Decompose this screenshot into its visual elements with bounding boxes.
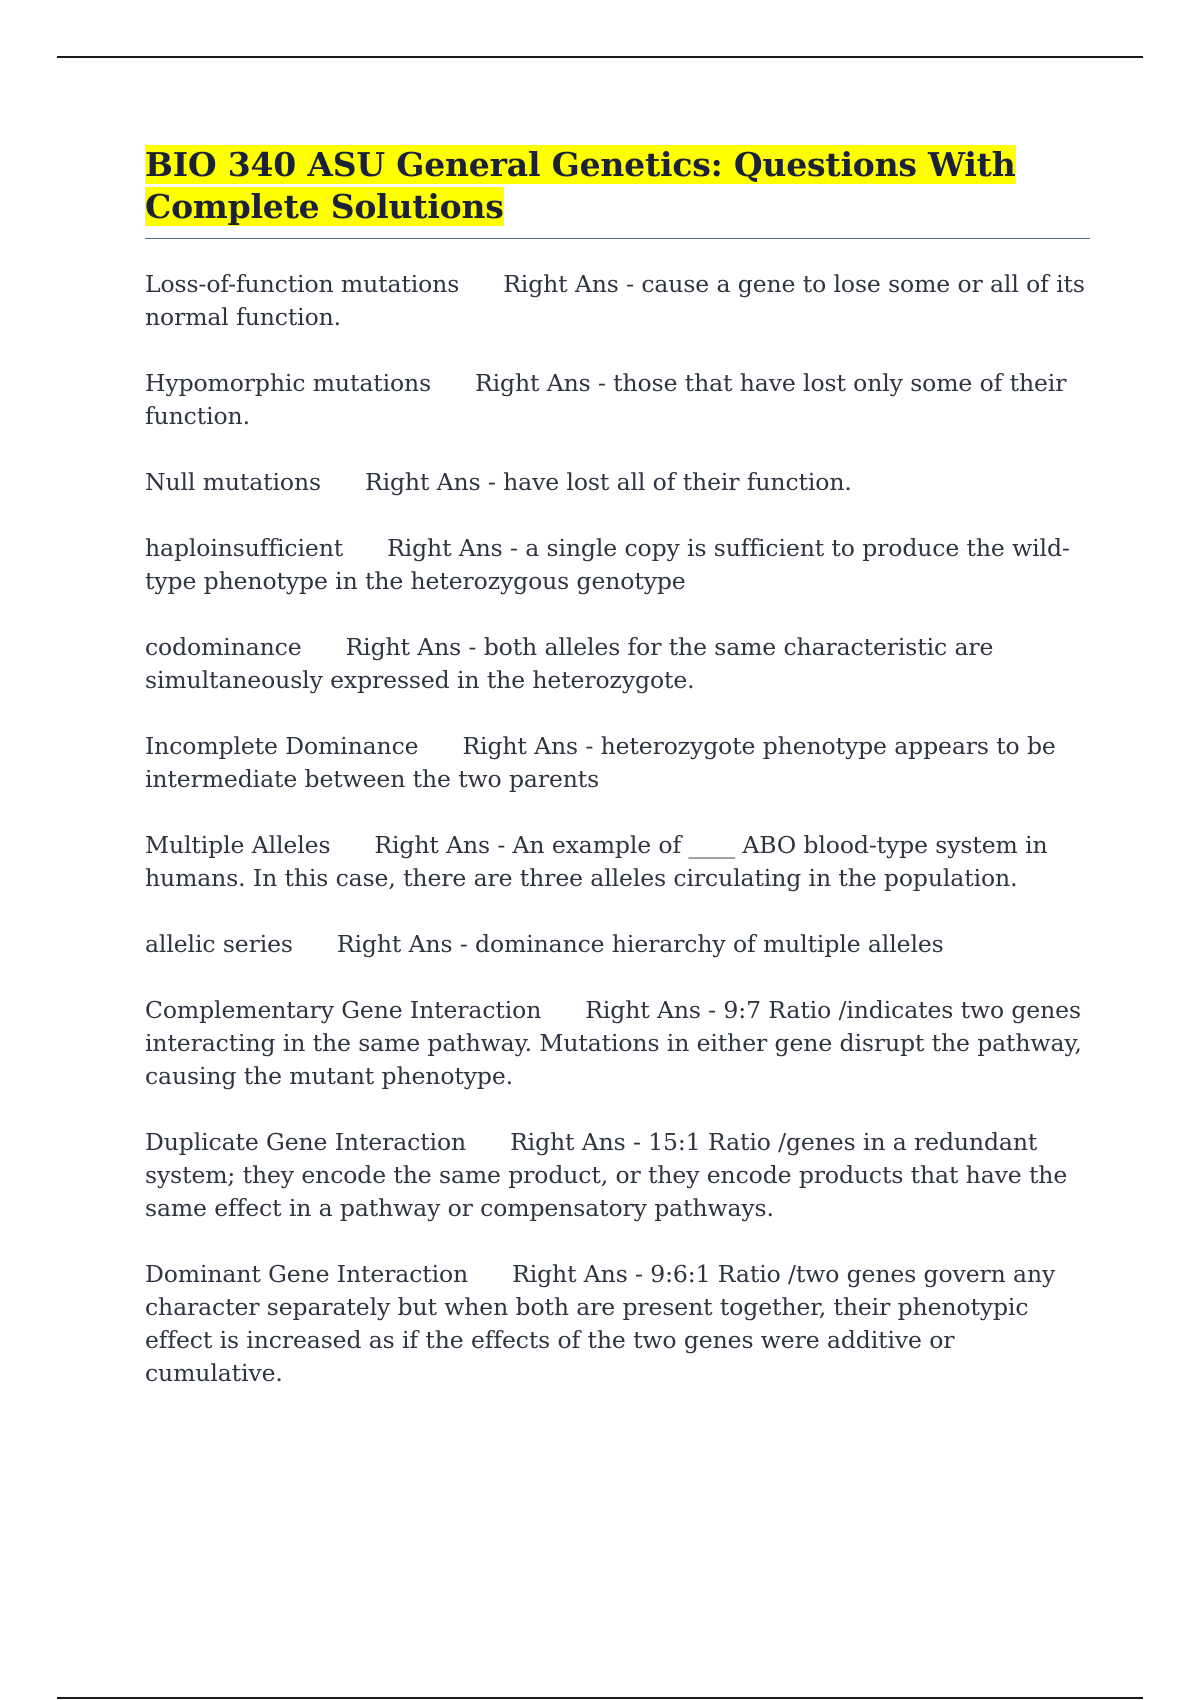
qa-answer: Right Ans - 9:7 Ratio /indicates two genes interacting in the same pathway. Mutations in either gene disrupt the pathway, causing the mutant phenotype. xyxy=(145,996,1082,1090)
qa-answer: Right Ans - dominance hierarchy of multiple alleles xyxy=(336,930,944,958)
qa-item xyxy=(145,829,1090,895)
qa-item xyxy=(145,1258,1090,1390)
qa-answer: Right Ans - both alleles for the same characteristic are simultaneously expressed in the heterozygote. xyxy=(145,633,994,694)
qa-term: Duplicate Gene Interaction xyxy=(145,1128,467,1156)
qa-term: Hypomorphic mutations xyxy=(145,369,432,397)
qa-term: Complementary Gene Interaction xyxy=(145,996,542,1024)
qa-answer: Right Ans - a single copy is sufficient to produce the wild-type phenotype in the heterozygous genotype xyxy=(145,534,1070,595)
footer-rule xyxy=(57,1697,1143,1699)
qa-term: Incomplete Dominance xyxy=(145,732,419,760)
qa-item xyxy=(145,994,1090,1093)
document-body xyxy=(145,144,1090,1423)
qa-item xyxy=(145,532,1090,598)
qa-term: Dominant Gene Interaction xyxy=(145,1260,469,1288)
qa-answer: Right Ans - cause a gene to lose some or all of its normal function. xyxy=(145,270,1085,331)
qa-term: allelic series xyxy=(145,930,293,958)
qa-answer: Right Ans - 15:1 Ratio /genes in a redundant system; they encode the same product, or they encode products that have the same effect in a pathway or compensatory pathways. xyxy=(145,1128,1068,1222)
qa-item xyxy=(145,631,1090,697)
qa-item xyxy=(145,268,1090,334)
qa-item xyxy=(145,730,1090,796)
document-title: BIO 340 ASU General Genetics: Questions With Complete Solutions xyxy=(145,145,1016,226)
qa-item xyxy=(145,466,1090,499)
header-rule xyxy=(57,56,1143,58)
qa-term: codominance xyxy=(145,633,302,661)
qa-term: Loss-of-function mutations xyxy=(145,270,460,298)
qa-list xyxy=(145,268,1090,1390)
qa-answer: Right Ans - those that have lost only some of their function. xyxy=(145,369,1067,430)
qa-term: Multiple Alleles xyxy=(145,831,331,859)
qa-answer: Right Ans - An example of ____ ABO blood-type system in humans. In this case, there are three alleles circulating in the population. xyxy=(145,831,1048,892)
title-underline xyxy=(145,238,1090,239)
qa-item xyxy=(145,1126,1090,1225)
qa-item xyxy=(145,928,1090,961)
qa-answer: Right Ans - have lost all of their function. xyxy=(364,468,852,496)
qa-term: haploinsufficient xyxy=(145,534,344,562)
qa-answer: Right Ans - 9:6:1 Ratio /two genes govern any character separately but when both are present together, their phenotypic effect is increased as if the effects of the two genes were additive or cumulative. xyxy=(145,1260,1056,1387)
qa-item xyxy=(145,367,1090,433)
qa-answer: Right Ans - heterozygote phenotype appears to be intermediate between the two parents xyxy=(145,732,1056,793)
qa-term: Null mutations xyxy=(145,468,321,496)
